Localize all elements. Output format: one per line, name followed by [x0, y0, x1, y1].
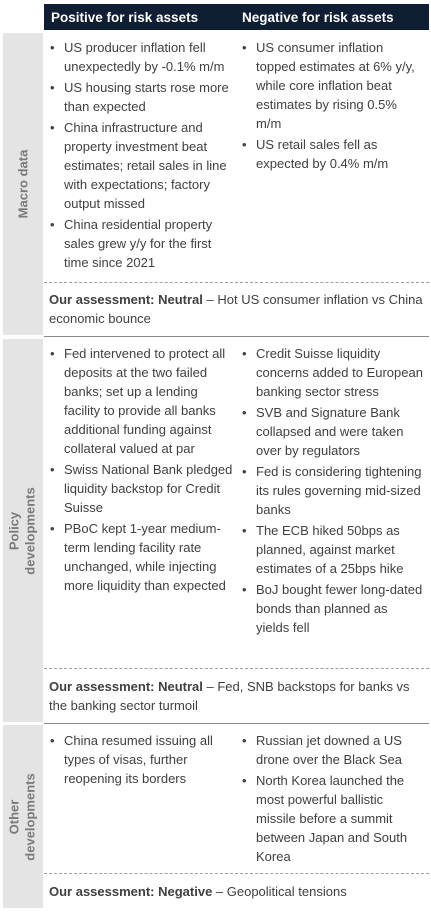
other-positive-cell [50, 731, 232, 790]
list-item: • US retail sales fell as expected by 0.4% m/m [242, 135, 424, 173]
sidebar-policy [3, 339, 43, 722]
sidebar-macro [3, 33, 43, 335]
other-assessment-label: Our assessment: Negative [49, 884, 213, 899]
list-item: • Fed is considering tightening its rules governing mid-sized banks [242, 462, 424, 519]
policy-positive-cell [50, 344, 234, 597]
other-divider [44, 873, 429, 874]
list-item: • Credit Suisse liquidity concerns added to European banking sector stress [242, 344, 424, 401]
macro-assessment [49, 290, 427, 328]
section-label-policy-line1: Policy [7, 511, 23, 550]
list-item: • Fed intervened to protect all deposits at the two failed banks; set up a lending facility to provide all banks additional funding against collateral valued at par [50, 344, 234, 458]
list-item: • Swiss National Bank pledged liquidity backstop for Credit Suisse [50, 460, 234, 517]
list-item: • US consumer inflation topped estimates at 6% y/y, while core inflation beat estimates by rising 0.5% m/m [242, 38, 424, 133]
policy-assessment-text: – Fed, SNB backstops for banks vs the banking sector turmoil [49, 679, 410, 713]
policy-divider [44, 668, 429, 669]
macro-positive-cell [50, 38, 232, 274]
list-item: • US housing starts rose more than expected [50, 78, 232, 116]
macro-divider [44, 282, 429, 283]
list-item: • Russian jet downed a US drone over the Black Sea [242, 731, 424, 769]
other-assessment [49, 882, 427, 901]
list-item: • PBoC kept 1-year medium-term lending facility rate unchanged, while injecting more liquidity than expected [50, 519, 234, 595]
list-item: • US producer inflation fell unexpectedly by -0.1% m/m [50, 38, 232, 76]
section-separator [44, 336, 429, 337]
header-positive: Positive for risk assets [51, 10, 199, 25]
policy-assessment-label: Our assessment: Neutral [49, 679, 203, 694]
list-item: • The ECB hiked 50bps as planned, against market estimates of a 25bps hike [242, 521, 424, 578]
section-label-other-line2: developments [23, 772, 39, 861]
list-item: • SVB and Signature Bank collapsed and were taken over by regulators [242, 403, 424, 460]
section-label-policy [7, 487, 39, 574]
macro-assessment-text: – Hot US consumer inflation vs China economic bounce [49, 292, 423, 326]
list-item: • China infrastructure and property investment beat estimates; retail sales in line with expectations; factory output missed [50, 118, 232, 213]
section-label-other-line1: Other [7, 799, 23, 834]
section-label-policy-line2: developments [23, 486, 39, 575]
section-separator [44, 723, 429, 724]
section-label-macro: Macro data [15, 149, 31, 219]
macro-assessment-label: Our assessment: Neutral [49, 292, 203, 307]
other-negative-cell [242, 731, 424, 868]
header-negative: Negative for risk assets [242, 10, 394, 25]
table-header [44, 4, 429, 30]
macro-negative-cell [242, 38, 424, 175]
sidebar-other [3, 725, 43, 908]
policy-negative-cell [242, 344, 424, 639]
list-item: • BoJ bought fewer long-dated bonds than planned as yields fell [242, 580, 424, 637]
other-assessment-text: – Geopolitical tensions [212, 884, 347, 899]
list-item: • North Korea launched the most powerful ballistic missile before a summit between Japan and South Korea [242, 771, 424, 866]
list-item: • China resumed issuing all types of visas, further reopening its borders [50, 731, 232, 788]
section-label-other [7, 773, 39, 860]
policy-assessment [49, 677, 427, 715]
list-item: • China residential property sales grew y/y for the first time since 2021 [50, 215, 232, 272]
